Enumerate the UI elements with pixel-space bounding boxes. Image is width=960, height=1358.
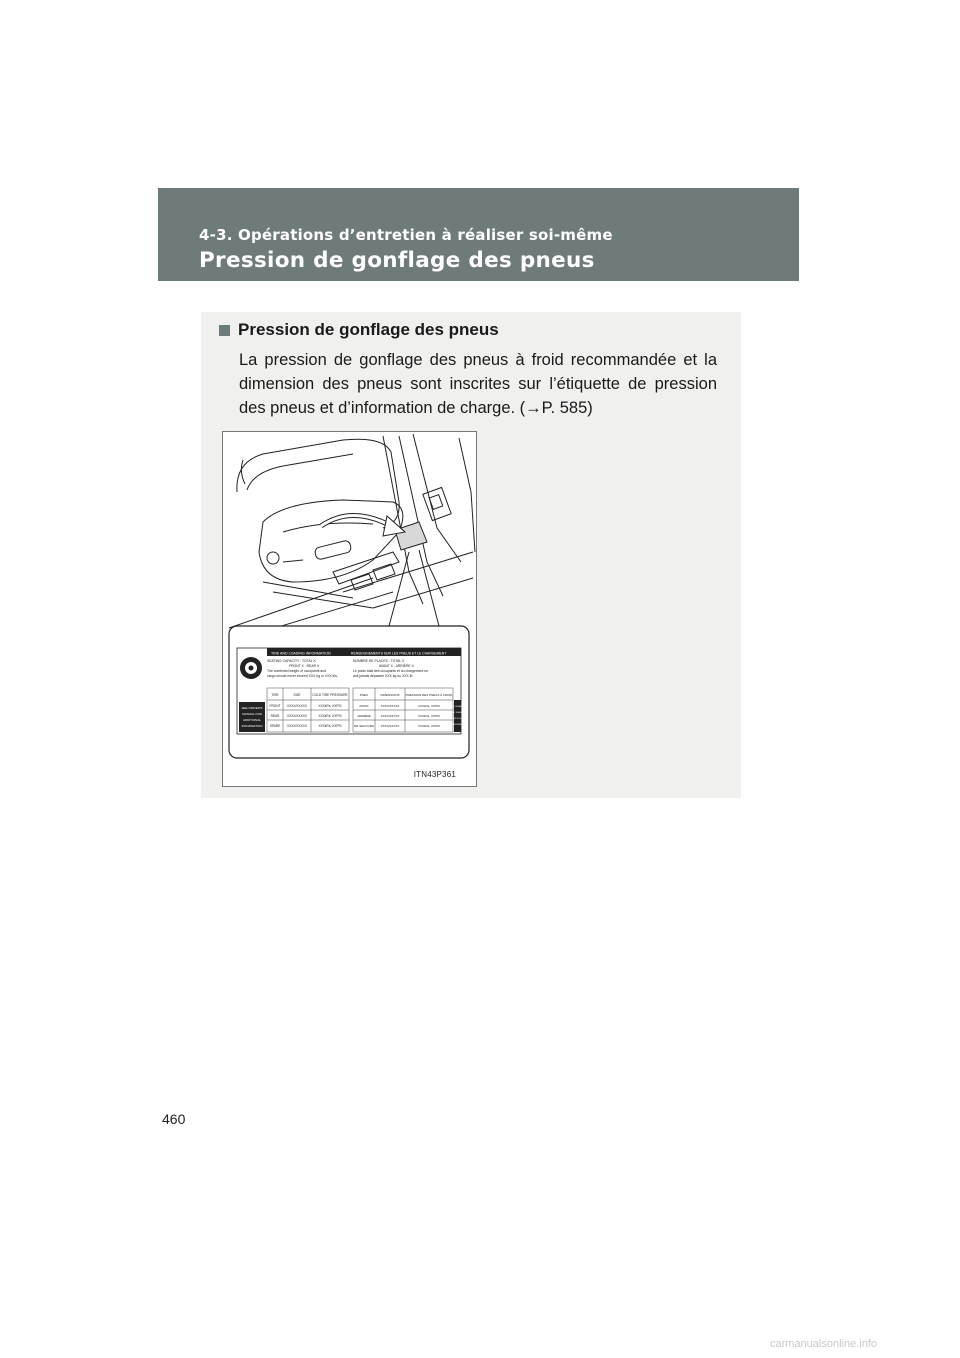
label-side-en: SEE OWNER'S bbox=[241, 706, 263, 710]
square-bullet-icon bbox=[219, 325, 230, 336]
label-cell-fr: XXXX/XXXXX bbox=[380, 704, 400, 708]
label-cell-fr: XXXkPa, XXPSI bbox=[418, 714, 440, 718]
label-header-en: SIZE bbox=[293, 693, 301, 697]
label-header-fr: PNEU bbox=[359, 693, 369, 697]
label-cell-fr: XXXX/XXXXX bbox=[380, 724, 400, 728]
body-paragraph: La pression de gonflage des pneus à froid recommandée et la dimension des pneus sont inscrites sur l’étiquette de pression des pneus et d’information de charge. (→P. 585) bbox=[239, 351, 717, 417]
label-cell-en: SPARE bbox=[269, 724, 281, 728]
label-cell-en: FRONT bbox=[269, 704, 281, 708]
label-cell-en: XXXX/XXXXX bbox=[286, 704, 308, 708]
label-weight-en-2: cargo should never exceed XXX kg or XXX lbs. bbox=[267, 674, 338, 678]
label-header-fr: DIMENSIONS bbox=[380, 693, 400, 697]
label-weight-en-1: The combined weight of occupants and bbox=[267, 669, 326, 673]
label-side-en: ADDITIONAL bbox=[242, 718, 262, 722]
label-seating-fr: NOMBRE DE PLACES : TOTAL X bbox=[353, 659, 405, 663]
subheading-text: Pression de gonflage des pneus bbox=[238, 320, 499, 339]
label-seating-en: SEATING CAPACITY : TOTAL X bbox=[267, 659, 316, 663]
label-side-en: INFORMATION bbox=[241, 724, 263, 728]
subheading bbox=[219, 320, 499, 340]
label-cell-fr: XXXkPa, XXPSI bbox=[418, 704, 440, 708]
label-front-rear-en: FRONT X : REAR X bbox=[289, 664, 320, 668]
label-header-en: COLD TIRE PRESSURE bbox=[312, 693, 348, 697]
label-side-fr: DE L'USAGER bbox=[451, 712, 464, 714]
label-title-fr: RENSEIGNEMENTS SUR LES PNEUS ET LE CHARGEMENT bbox=[351, 651, 447, 656]
label-cell-en: REAR bbox=[270, 714, 280, 718]
section-title: 4-3. Opérations d’entretien à réaliser soi-même bbox=[199, 226, 613, 244]
label-side-fr: VOIR LE MANUEL bbox=[449, 706, 466, 708]
label-cell-en: XXXkPa, XXPSI bbox=[318, 714, 342, 718]
page-title: Pression de gonflage des pneus bbox=[199, 248, 595, 273]
label-cell-fr: XXXX/XXXXX bbox=[380, 714, 400, 718]
label-cell-fr: AVANT bbox=[359, 704, 369, 708]
label-title-en: TIRE AND LOADING INFORMATION bbox=[271, 651, 331, 656]
label-header-en: TIRE bbox=[271, 693, 279, 697]
watermark: carmanualsonline.info bbox=[770, 1338, 878, 1350]
label-cell-en: XXXkPa, XXPSI bbox=[318, 724, 342, 728]
label-side-fr: POUR PLUS DE bbox=[450, 718, 465, 720]
page-number: 460 bbox=[162, 1111, 186, 1127]
label-side-en: MANUAL FOR bbox=[242, 712, 262, 716]
label-cell-fr: DE SECOURS bbox=[354, 724, 374, 728]
label-cell-en: XXXkPa, XXPSI bbox=[318, 704, 342, 708]
label-front-rear-fr: AVANT X : ARRIÈRE X bbox=[379, 664, 414, 668]
label-weight-fr-2: doit jamais dépasser XXX kg ou XXX lb. bbox=[353, 674, 414, 678]
illustration-drawing bbox=[223, 432, 478, 788]
label-side-fr: RENSEIGNEMENTS bbox=[449, 724, 466, 726]
label-weight-fr-1: Le poids total des occupants et du chargement ne bbox=[353, 669, 429, 673]
content-box bbox=[201, 312, 741, 798]
figure-code: ITN43P361 bbox=[413, 770, 456, 779]
label-cell-en: XXXX/XXXXX bbox=[286, 724, 308, 728]
label-cell-fr: ARRIÈRE bbox=[357, 714, 371, 718]
label-header-fr: PRESSION DES PNEUS À FROID bbox=[405, 693, 453, 697]
tire-label-illustration bbox=[222, 431, 477, 787]
label-cell-fr: XXXkPa, XXPSI bbox=[418, 724, 440, 728]
chapter-header bbox=[158, 188, 799, 281]
label-cell-en: XXXX/XXXXX bbox=[286, 714, 308, 718]
